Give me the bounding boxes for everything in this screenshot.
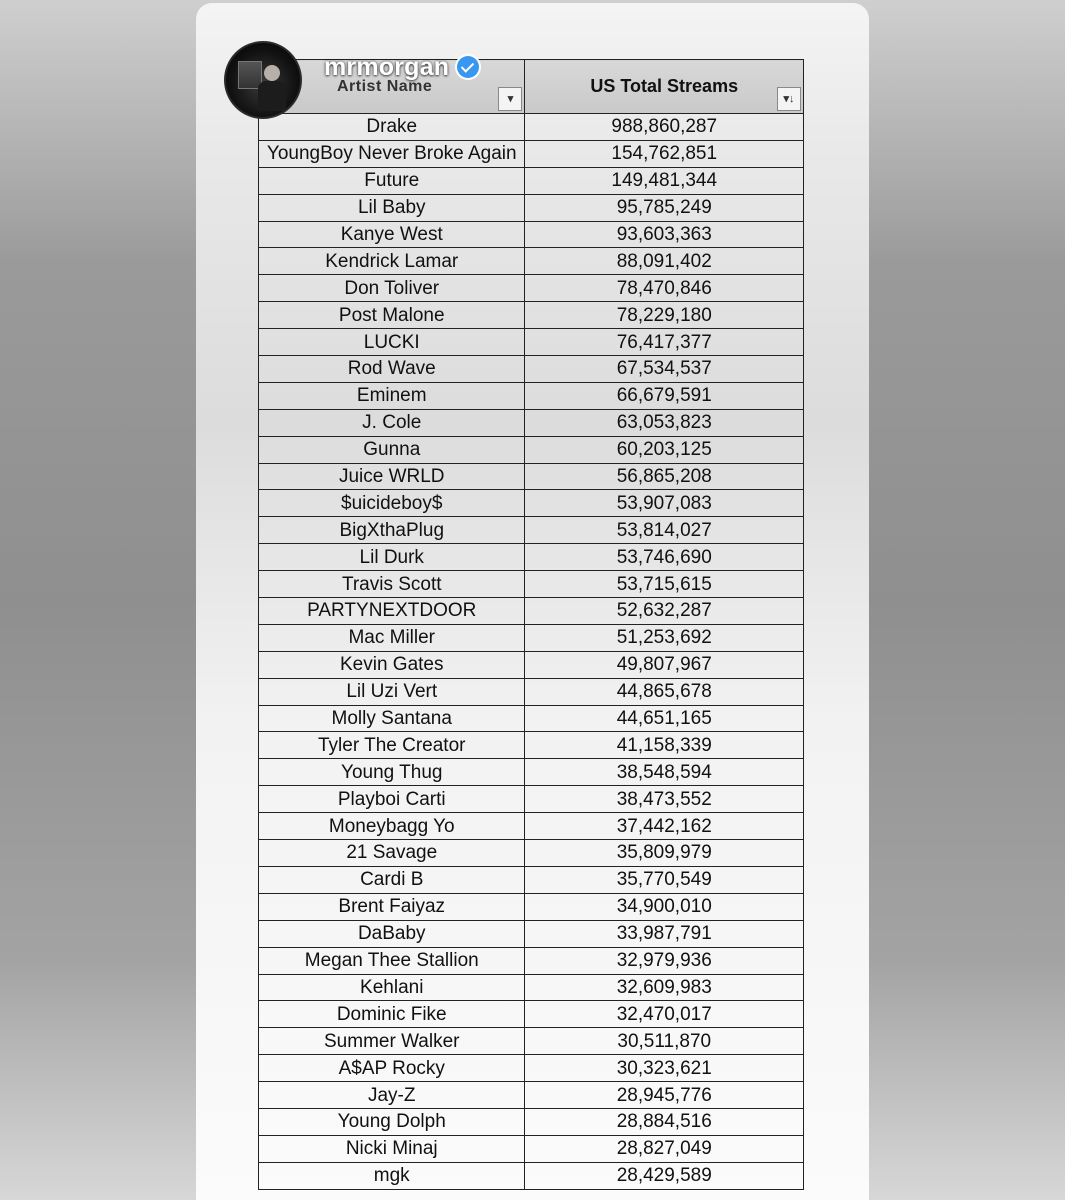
streams-cell[interactable]: 28,884,516	[525, 1108, 804, 1135]
streams-cell[interactable]: 154,762,851	[525, 140, 804, 167]
streams-cell[interactable]: 44,865,678	[525, 678, 804, 705]
streams-cell[interactable]: 78,470,846	[525, 275, 804, 302]
artist-cell[interactable]: Young Thug	[259, 759, 525, 786]
streams-cell[interactable]: 60,203,125	[525, 436, 804, 463]
streams-cell[interactable]: 88,091,402	[525, 248, 804, 275]
table-row	[259, 651, 804, 678]
artist-cell[interactable]: Mac Miller	[259, 624, 525, 651]
artist-cell[interactable]: Future	[259, 167, 525, 194]
username[interactable]: mrmorgan	[324, 52, 450, 81]
table-row	[259, 329, 804, 356]
table-row	[259, 1055, 804, 1082]
artist-cell[interactable]: Rod Wave	[259, 356, 525, 383]
artist-cell[interactable]: Lil Uzi Vert	[259, 678, 525, 705]
artist-cell[interactable]: Kendrick Lamar	[259, 248, 525, 275]
streams-cell[interactable]: 38,473,552	[525, 786, 804, 813]
table-row	[259, 167, 804, 194]
artist-cell[interactable]: Young Dolph	[259, 1108, 525, 1135]
artist-cell[interactable]: LUCKI	[259, 329, 525, 356]
table-row	[259, 409, 804, 436]
table-row	[259, 1162, 804, 1189]
streams-cell[interactable]: 93,603,363	[525, 221, 804, 248]
streams-cell[interactable]: 35,809,979	[525, 840, 804, 867]
table-row	[259, 1028, 804, 1055]
artist-cell[interactable]: Juice WRLD	[259, 463, 525, 490]
table-row	[259, 490, 804, 517]
table-row	[259, 893, 804, 920]
table-row	[259, 463, 804, 490]
streams-cell[interactable]: 56,865,208	[525, 463, 804, 490]
table-row	[259, 624, 804, 651]
artist-cell[interactable]: Megan Thee Stallion	[259, 947, 525, 974]
table-row	[259, 813, 804, 840]
streams-cell[interactable]: 53,814,027	[525, 517, 804, 544]
streams-cell[interactable]: 34,900,010	[525, 893, 804, 920]
artist-cell[interactable]: Playboi Carti	[259, 786, 525, 813]
table-row	[259, 356, 804, 383]
table-row	[259, 598, 804, 625]
artist-cell[interactable]: Eminem	[259, 382, 525, 409]
avatar-body-graphic	[258, 81, 286, 111]
streams-cell[interactable]: 33,987,791	[525, 920, 804, 947]
streams-cell[interactable]: 35,770,549	[525, 866, 804, 893]
table-row	[259, 1108, 804, 1135]
artist-cell[interactable]: Lil Baby	[259, 194, 525, 221]
artist-cell[interactable]: Dominic Fike	[259, 1001, 525, 1028]
table-row	[259, 678, 804, 705]
artist-cell[interactable]: Kevin Gates	[259, 651, 525, 678]
artist-cell[interactable]: Moneybagg Yo	[259, 813, 525, 840]
artist-cell[interactable]: Kanye West	[259, 221, 525, 248]
table-row	[259, 840, 804, 867]
table-row	[259, 571, 804, 598]
dropdown-filter-icon[interactable]: ▾	[498, 87, 522, 111]
table-row	[259, 140, 804, 167]
streams-cell[interactable]: 28,429,589	[525, 1162, 804, 1189]
artist-cell[interactable]: Cardi B	[259, 866, 525, 893]
streams-cell[interactable]: 78,229,180	[525, 302, 804, 329]
table-row	[259, 544, 804, 571]
streams-cell[interactable]: 44,651,165	[525, 705, 804, 732]
avatar[interactable]	[224, 41, 302, 119]
streams-cell[interactable]: 95,785,249	[525, 194, 804, 221]
artist-cell[interactable]: Gunna	[259, 436, 525, 463]
story-card	[196, 3, 869, 1200]
streams-cell[interactable]: 37,442,162	[525, 813, 804, 840]
table-row	[259, 275, 804, 302]
artist-cell[interactable]: Post Malone	[259, 302, 525, 329]
header-streams	[525, 60, 804, 114]
table-row	[259, 302, 804, 329]
streams-cell[interactable]: 41,158,339	[525, 732, 804, 759]
artist-cell[interactable]: Don Toliver	[259, 275, 525, 302]
table-row	[259, 947, 804, 974]
streams-cell[interactable]: 149,481,344	[525, 167, 804, 194]
artist-cell[interactable]: Summer Walker	[259, 1028, 525, 1055]
sort-descending-filter-icon[interactable]: ▾↓	[777, 87, 801, 111]
artist-cell[interactable]: PARTYNEXTDOOR	[259, 598, 525, 625]
artist-cell[interactable]: Travis Scott	[259, 571, 525, 598]
artist-cell[interactable]: J. Cole	[259, 409, 525, 436]
artist-cell[interactable]: Brent Faiyaz	[259, 893, 525, 920]
artist-cell[interactable]: Kehlani	[259, 974, 525, 1001]
table-row	[259, 705, 804, 732]
profile-header[interactable]	[224, 41, 479, 119]
table-body	[259, 114, 804, 1190]
streams-cell[interactable]: 52,632,287	[525, 598, 804, 625]
artist-cell[interactable]: Lil Durk	[259, 544, 525, 571]
table-row	[259, 786, 804, 813]
table-row	[259, 1082, 804, 1109]
artist-cell[interactable]: $uicideboy$	[259, 490, 525, 517]
artist-cell[interactable]: Tyler The Creator	[259, 732, 525, 759]
streams-cell[interactable]: 28,945,776	[525, 1082, 804, 1109]
table-row	[259, 920, 804, 947]
streams-cell[interactable]: 28,827,049	[525, 1135, 804, 1162]
streams-cell[interactable]: 32,979,936	[525, 947, 804, 974]
streams-cell[interactable]: 66,679,591	[525, 382, 804, 409]
header-artist-label: Artist Name	[337, 78, 433, 95]
artist-cell[interactable]: Molly Santana	[259, 705, 525, 732]
artist-cell[interactable]: 21 Savage	[259, 840, 525, 867]
table-row	[259, 382, 804, 409]
streams-cell[interactable]: 30,511,870	[525, 1028, 804, 1055]
verified-badge-icon	[457, 56, 479, 78]
artist-cell[interactable]: Nicki Minaj	[259, 1135, 525, 1162]
streams-cell[interactable]: 30,323,621	[525, 1055, 804, 1082]
streams-cell[interactable]: 988,860,287	[525, 114, 804, 141]
streams-cell[interactable]: 32,609,983	[525, 974, 804, 1001]
streams-table	[258, 59, 804, 1190]
artist-cell[interactable]: mgk	[259, 1162, 525, 1189]
table-row	[259, 248, 804, 275]
streams-cell[interactable]: 32,470,017	[525, 1001, 804, 1028]
table-row	[259, 1001, 804, 1028]
table-row	[259, 732, 804, 759]
table-row	[259, 194, 804, 221]
streams-cell[interactable]: 51,253,692	[525, 624, 804, 651]
streams-cell[interactable]: 53,746,690	[525, 544, 804, 571]
streams-cell[interactable]: 49,807,967	[525, 651, 804, 678]
artist-cell[interactable]: A$AP Rocky	[259, 1055, 525, 1082]
artist-cell[interactable]: Jay-Z	[259, 1082, 525, 1109]
artist-cell[interactable]: YoungBoy Never Broke Again	[259, 140, 525, 167]
streams-cell[interactable]: 53,715,615	[525, 571, 804, 598]
table-row	[259, 221, 804, 248]
table-row	[259, 759, 804, 786]
streams-cell[interactable]: 67,534,537	[525, 356, 804, 383]
artist-cell[interactable]: DaBaby	[259, 920, 525, 947]
table-row	[259, 1135, 804, 1162]
table-row	[259, 517, 804, 544]
artist-cell[interactable]: BigXthaPlug	[259, 517, 525, 544]
table-row	[259, 436, 804, 463]
header-streams-label: US Total Streams	[590, 76, 739, 96]
streams-cell[interactable]: 63,053,823	[525, 409, 804, 436]
avatar-head-graphic	[264, 65, 280, 81]
table-row	[259, 866, 804, 893]
streams-cell[interactable]: 38,548,594	[525, 759, 804, 786]
table-row	[259, 974, 804, 1001]
streams-cell[interactable]: 53,907,083	[525, 490, 804, 517]
streams-cell[interactable]: 76,417,377	[525, 329, 804, 356]
artist-cell[interactable]: Drake	[259, 114, 525, 141]
